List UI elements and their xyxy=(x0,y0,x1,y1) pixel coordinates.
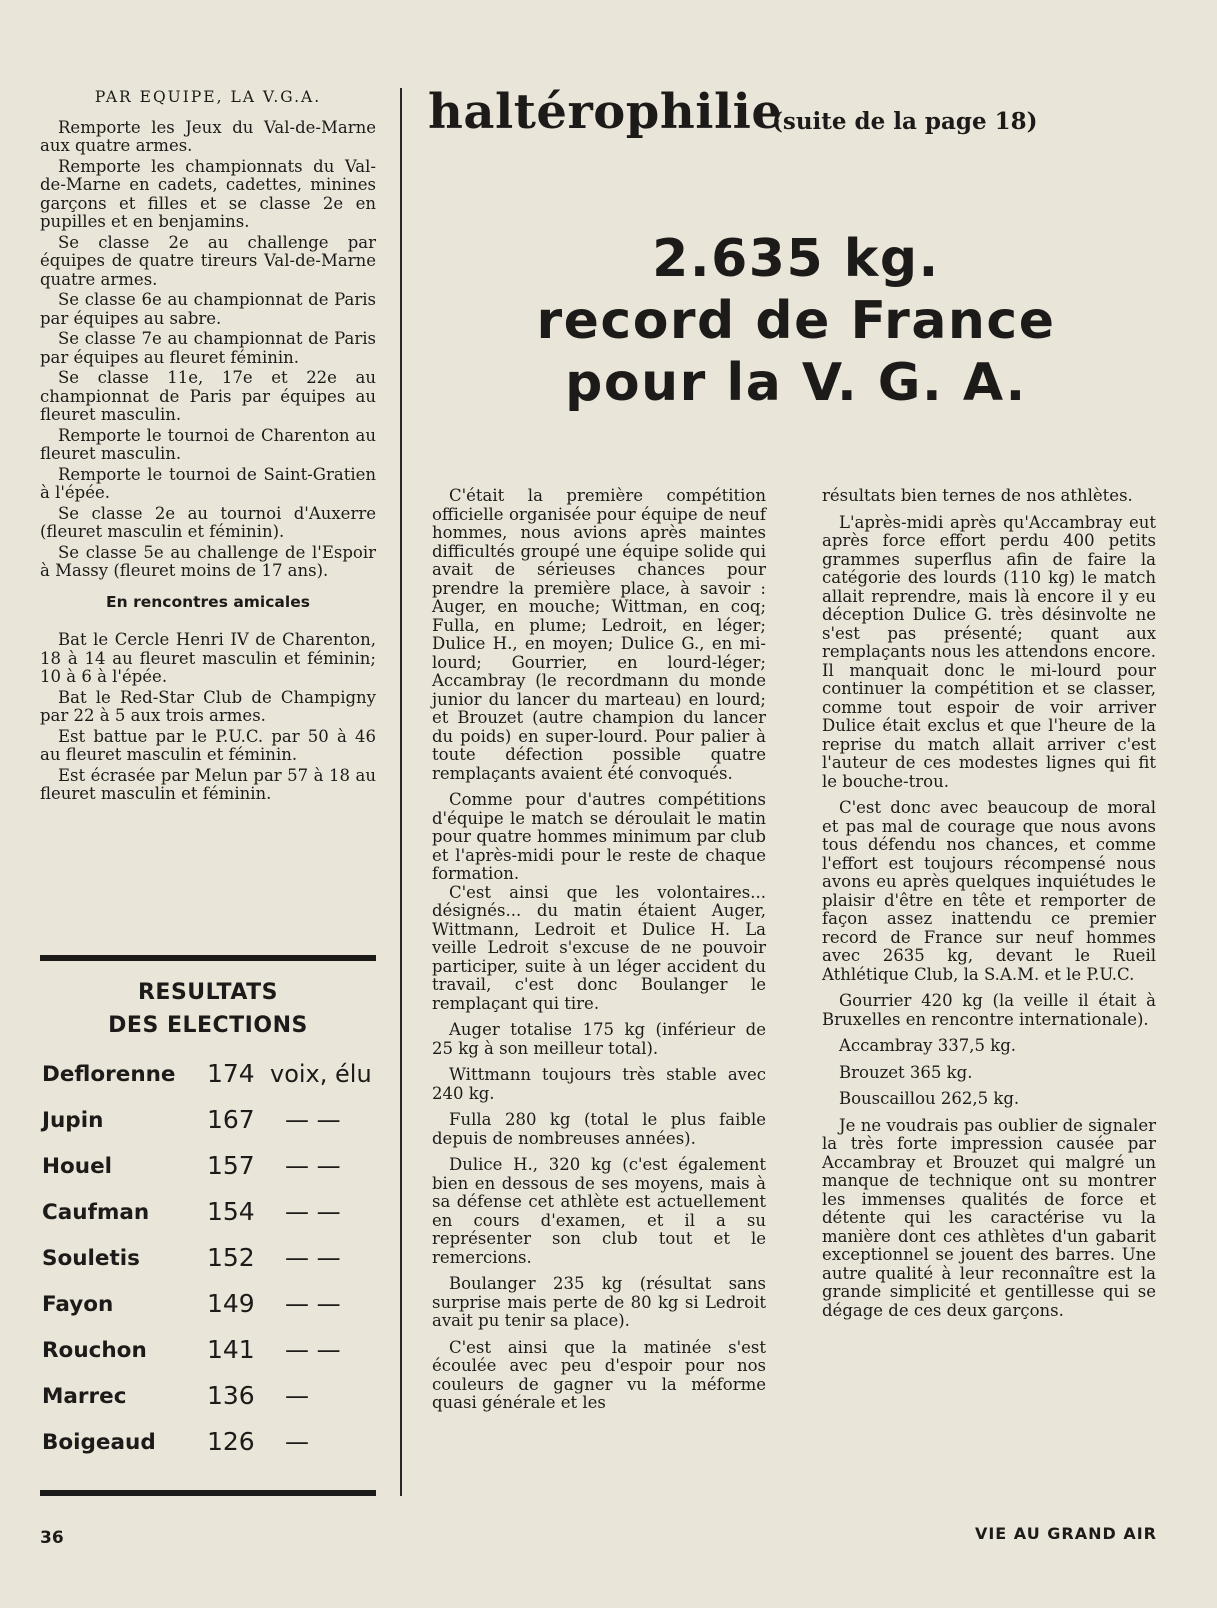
candidate-votes: 154 xyxy=(207,1197,255,1226)
candidate-votes: 136 xyxy=(207,1381,255,1410)
amicales-paragraph: Est écrasée par Melun par 57 à 18 au fleuret masculin et féminin. xyxy=(40,765,376,803)
candidate-note: — — xyxy=(285,1198,341,1226)
amicales-subheading: En rencontres amicales xyxy=(106,592,310,611)
candidate-name: Boigeaud xyxy=(42,1430,156,1455)
article-paragraph: C'était la première compétition officielle organisée pour équipe de neuf hommes, nous avions après maintes difficultés groupé une équipe solide qui avait de sérieuses chances pour prendre la première place, à savoir : Auger, en mouche; Wittman, en coq; Fulla, en plume; Ledroit, en léger; Dulice H., en moyen; Dulice G., en mi-lourd; Gourrier, en lourd-léger; Accambray (le recordmann du monde junior du lancer du marteau) en lourd; et Brouzet (autre champion du lancer du poids) en super-lourd. Pour palier à toute défection possible quatre remplaçants avaient été convoqués. xyxy=(432,486,766,783)
bottom-rule xyxy=(40,1490,376,1496)
section-title: haltérophilie xyxy=(428,84,783,140)
article-paragraph: Fulla 280 kg (total le plus faible depuis de nombreuses années). xyxy=(432,1110,766,1148)
candidate-name: Caufman xyxy=(42,1200,150,1225)
election-row xyxy=(40,1381,385,1430)
article-paragraph: C'est ainsi que la matinée s'est écoulée avec peu d'espoir pour nos couleurs de gagner vu la méforme quasi générale et les xyxy=(432,1337,766,1412)
candidate-note: — — xyxy=(285,1106,341,1134)
section-continuation-note: (suite de la page 18) xyxy=(772,108,1038,135)
candidate-note: — — xyxy=(285,1336,341,1364)
election-row xyxy=(40,1289,385,1338)
election-row xyxy=(40,1335,385,1384)
article-paragraph: Je ne voudrais pas oublier de signaler la très forte impression causée par Accambray et Brouzet qui malgré un manque de technique ont su montrer les immenses qualités de force et détente qui les caractérise vu la manière dont ces athlètes d'un gabarit exceptionnel se jouent des barres. Une autre qualité à leur reconnaître est la grande simplicité et gentillesse qui se dégage de ces deux garçons. xyxy=(822,1115,1156,1320)
election-row xyxy=(40,1427,385,1476)
left-paragraph: Se classe 2e au tournoi d'Auxerre (fleuret masculin et féminin). xyxy=(40,503,376,541)
left-paragraph: Se classe 6e au championnat de Paris par équipes au sabre. xyxy=(40,290,376,328)
article-paragraph: C'est ainsi que les volontaires... désignés... du matin étaient Auger, Wittmann, Ledroit et Dulice H. La veille Ledroit s'excuse de ne pouvoir participer, suite à un léger accident du travail, c'est donc Boulanger le remplaçant qui tire. xyxy=(432,882,766,1013)
candidate-name: Marrec xyxy=(42,1384,127,1409)
headline-line: pour la V. G. A. xyxy=(565,353,1027,413)
elections-title-line1: RESULTATS xyxy=(137,980,279,1005)
candidate-note: — xyxy=(285,1382,309,1410)
candidate-note: — xyxy=(285,1428,309,1456)
article-column-2 xyxy=(822,487,1156,1328)
candidate-name: Fayon xyxy=(42,1292,114,1317)
candidate-name: Deflorenne xyxy=(42,1062,176,1087)
page-number: 36 xyxy=(40,1528,64,1548)
article-paragraph: C'est donc avec beaucoup de moral et pas mal de courage que nous avons tous défendu nos chances, et comme l'effort est toujours récompensé nous avons eu après quelques inquiétudes le plaisir d'être en tête et remporter de façon assez inattendu ce premier record de France sur neuf hommes avec 2635 kg, devant le Rueil Athlétique Club, la S.A.M. et le P.U.C. xyxy=(822,798,1156,984)
left-column xyxy=(40,88,376,806)
article-paragraph: Auger totalise 175 kg (inférieur de 25 kg à son meilleur total). xyxy=(432,1020,766,1058)
election-row xyxy=(40,1243,385,1292)
election-row xyxy=(40,1197,385,1246)
candidate-note: — — xyxy=(285,1244,341,1272)
election-row xyxy=(40,1151,385,1200)
left-paragraph: Remporte le tournoi de Saint-Gratien à l'épée. xyxy=(40,464,376,502)
article-paragraph: L'après-midi après qu'Accambray eut après force effort perdu 400 petits grammes superflus afin de faire la catégorie des lourds (110 kg) le match allait reprendre, mais là encore il y eu déception Dulice G. très désinvolte ne s'est pas présenté; quant aux remplaçants nous les attendons encore. Il manquait donc le mi-lourd pour continuer la compétition et se classer, comme tout espoir de voir arriver Dulice était exclus et que l'heure de la reprise du match allait arriver c'est l'auteur de ces modestes lignes qui fit le bouche-trou. xyxy=(822,512,1156,791)
elections-results xyxy=(40,1059,385,1476)
article-paragraph: Boulanger 235 kg (résultat sans surprise mais perte de 80 kg si Ledroit avait pu tenir sa place). xyxy=(432,1274,766,1330)
article-paragraph: Brouzet 365 kg. xyxy=(839,1062,973,1082)
article-paragraph: Dulice H., 320 kg (c'est également bien en dessous de ses moyens, mais à sa défense cet athlète est actuellement en cours d'examen, et il a su représenter son club tout et le remercions. xyxy=(432,1155,766,1267)
left-paragraph: Se classe 7e au championnat de Paris par équipes au fleuret féminin. xyxy=(40,329,376,367)
candidate-name: Rouchon xyxy=(42,1338,147,1363)
article-column-1 xyxy=(432,487,766,1421)
candidate-name: Houel xyxy=(42,1154,113,1179)
left-paragraph: Remporte le tournoi de Charenton au fleuret masculin. xyxy=(40,425,376,463)
candidate-votes: 152 xyxy=(207,1243,255,1272)
candidate-votes: 174 xyxy=(207,1059,255,1088)
article-paragraph: résultats bien ternes de nos athlètes. xyxy=(822,486,1133,505)
candidate-note: — — xyxy=(285,1290,341,1318)
article-paragraph: Gourrier 420 kg (la veille il était à Bruxelles en rencontre internationale). xyxy=(822,991,1156,1029)
candidate-name: Jupin xyxy=(42,1108,104,1133)
candidate-note: voix, élu xyxy=(270,1060,372,1088)
left-paragraph: Se classe 11e, 17e et 22e au championnat de Paris par équipes au fleuret masculin. xyxy=(40,368,376,424)
election-row xyxy=(40,1059,385,1108)
article-headline xyxy=(420,228,1172,414)
candidate-votes: 126 xyxy=(207,1427,255,1456)
article-paragraph: Comme pour d'autres compétitions d'équipe le match se déroulait le matin pour quatre hommes minimum par club et l'après-midi pour le reste de chaque formation. xyxy=(432,790,766,883)
candidate-name: Souletis xyxy=(42,1246,140,1271)
column-divider xyxy=(400,88,402,1496)
amicales-paragraph: Bat le Cercle Henri IV de Charenton, 18 à 14 au fleuret masculin et féminin; 10 à 6 à l'épée. xyxy=(40,630,376,686)
amicales-paragraph: Bat le Red-Star Club de Champigny par 22 à 5 aux trois armes. xyxy=(40,687,376,725)
magazine-name: VIE AU GRAND AIR xyxy=(974,1524,1157,1543)
left-paragraph: Remporte les Jeux du Val-de-Marne aux quatre armes. xyxy=(40,117,376,155)
article-paragraph: Wittmann toujours très stable avec 240 kg. xyxy=(432,1065,766,1103)
headline-line: 2.635 kg. xyxy=(652,229,940,289)
left-heading: PAR EQUIPE, LA V.G.A. xyxy=(94,88,322,106)
article-paragraph: Bouscaillou 262,5 kg. xyxy=(839,1089,1020,1108)
left-paragraph: Se classe 2e au challenge par équipes de quatre tireurs Val-de-Marne quatre armes. xyxy=(40,232,376,289)
candidate-votes: 167 xyxy=(207,1105,255,1134)
candidate-votes: 141 xyxy=(207,1335,255,1364)
candidate-note: — — xyxy=(285,1152,341,1180)
left-paragraph: Remporte les championnats du Val-de-Marne en cadets, cadettes, minines garçons et filles et se classe 2e en pupilles et en benjamins. xyxy=(40,156,376,231)
elections-title-line2: DES ELECTIONS xyxy=(108,1013,308,1038)
candidate-votes: 149 xyxy=(207,1289,255,1318)
left-paragraph: Se classe 5e au challenge de l'Espoir à Massy (fleuret moins de 17 ans). xyxy=(40,542,376,580)
headline-line: record de France xyxy=(536,291,1056,351)
amicales-paragraph: Est battue par le P.U.C. par 50 à 46 au fleuret masculin et féminin. xyxy=(40,726,376,764)
candidate-votes: 157 xyxy=(207,1151,255,1180)
article-paragraph: Accambray 337,5 kg. xyxy=(839,1036,1017,1055)
top-rule xyxy=(40,955,376,961)
election-row xyxy=(40,1105,385,1154)
